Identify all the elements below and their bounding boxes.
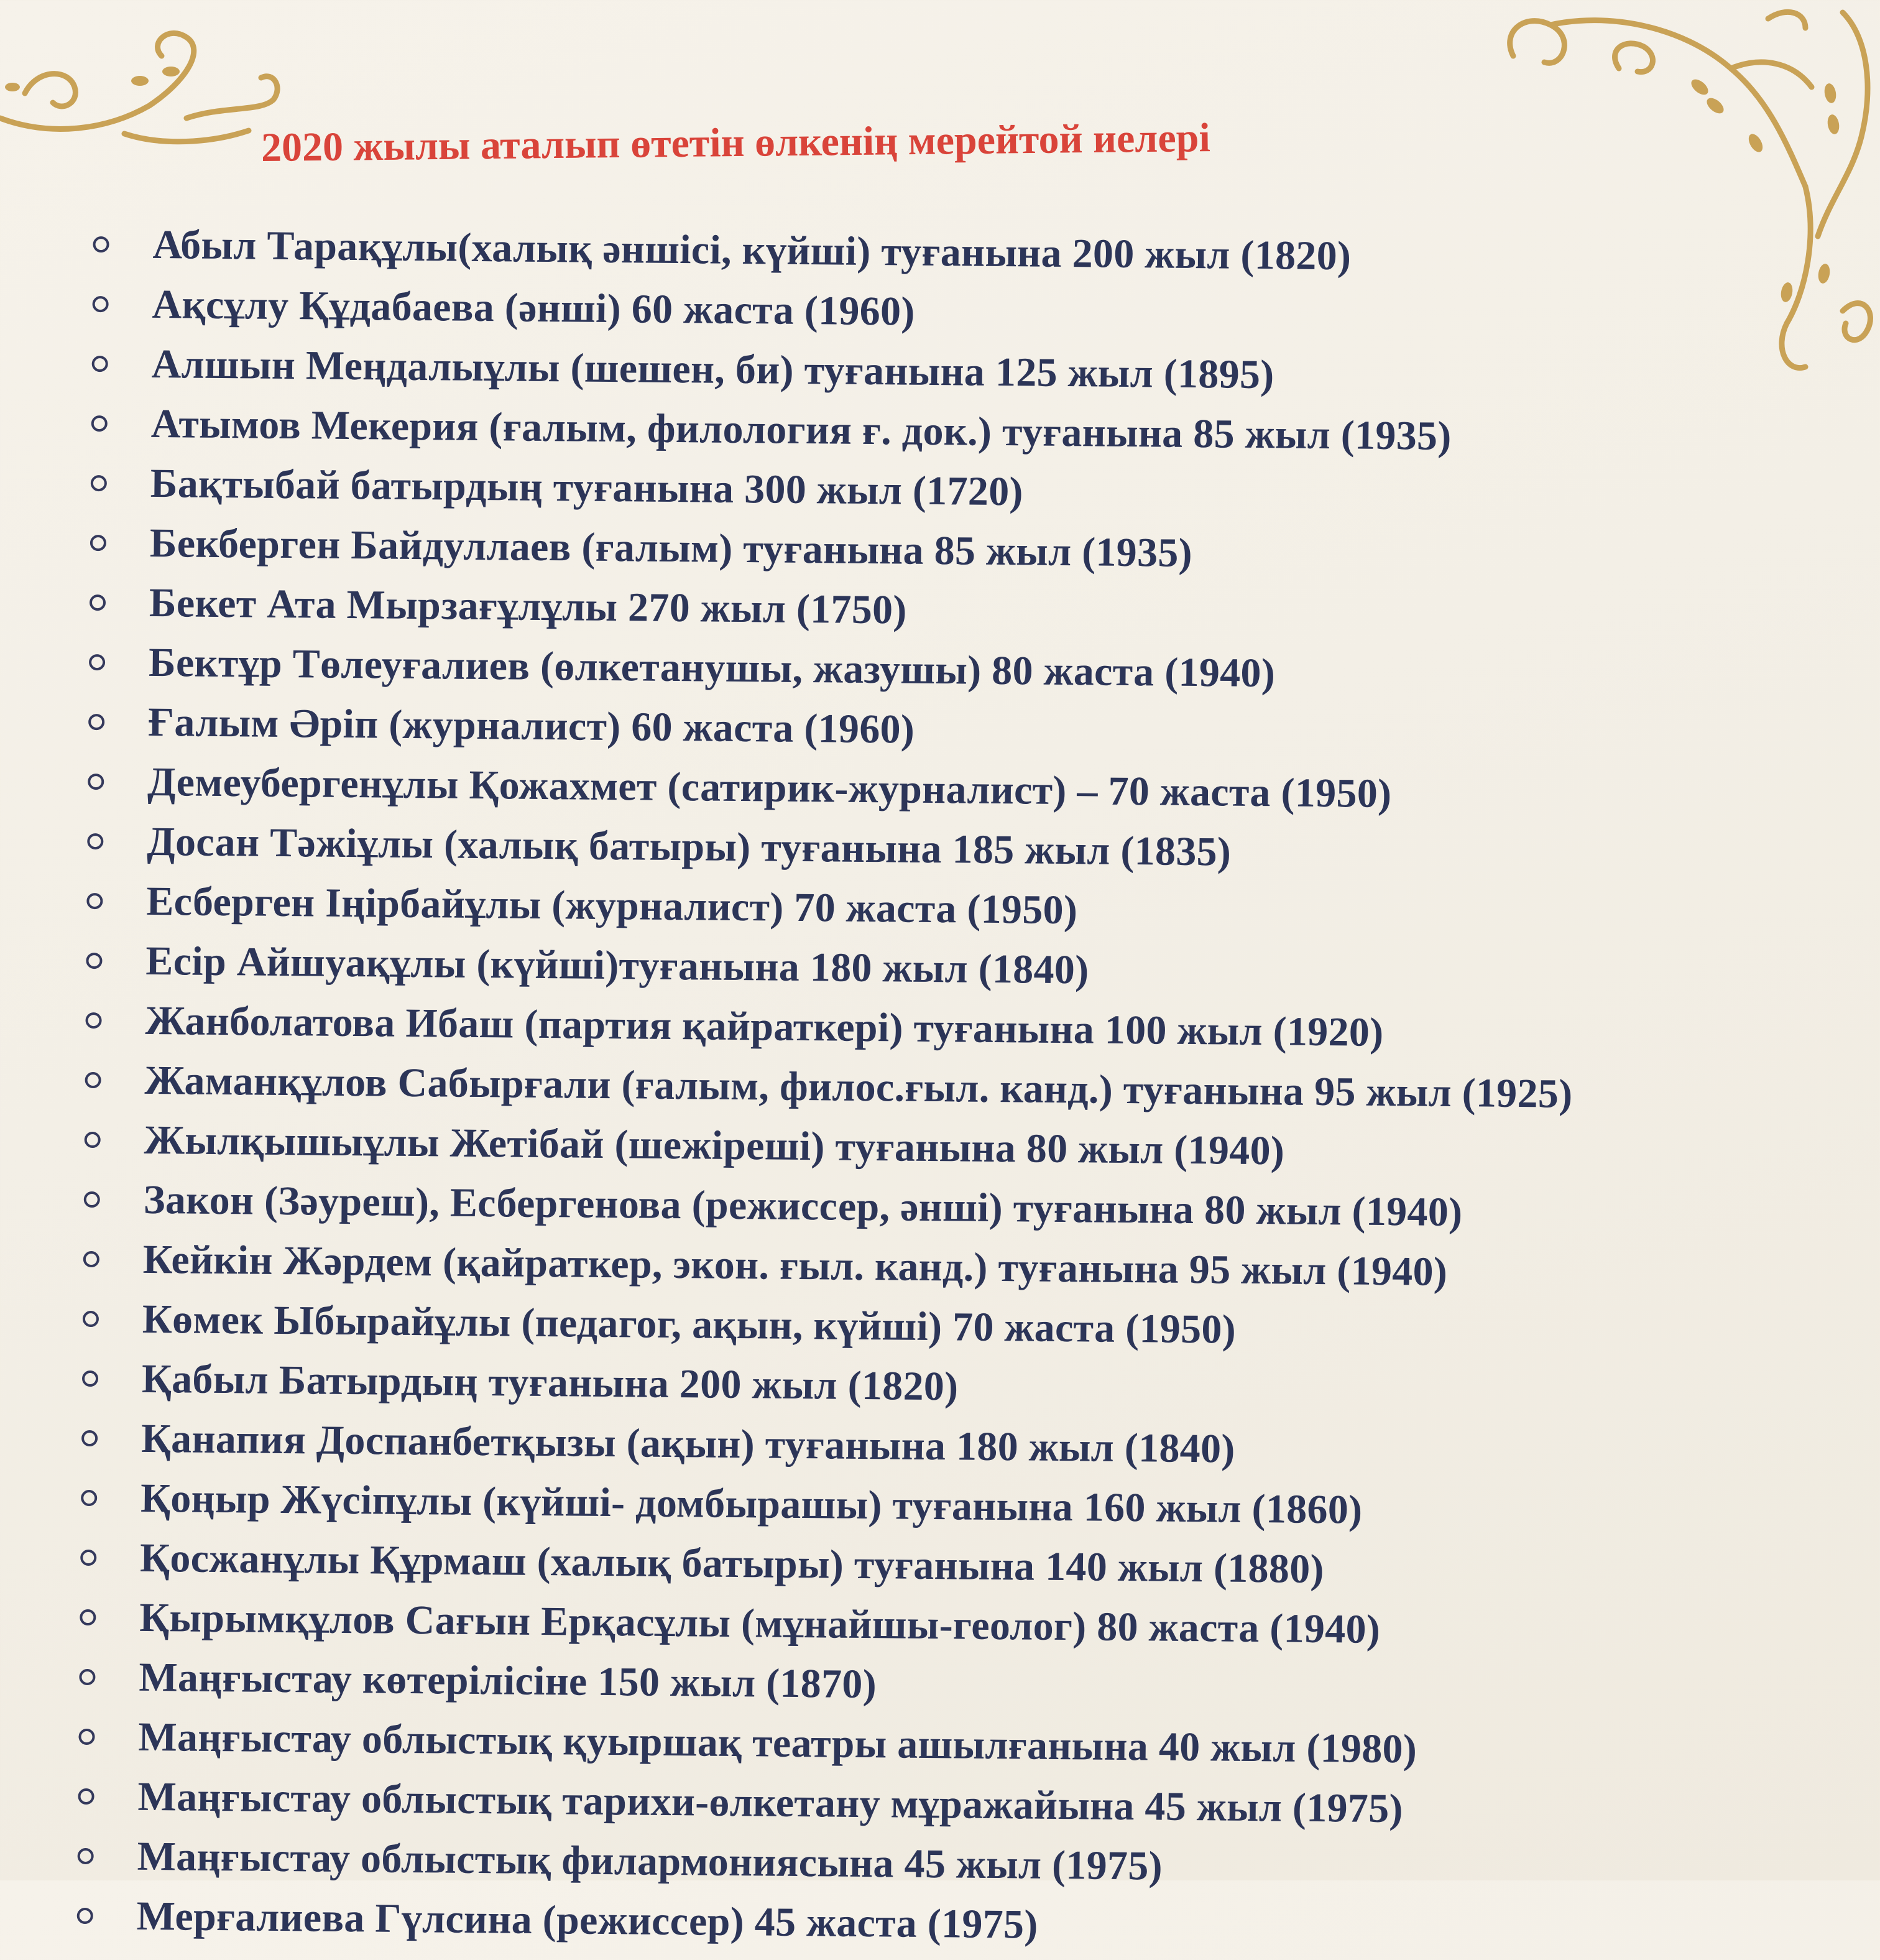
list-item-text: Атымов Мекерия (ғалым, филология ғ. док.) туғанына 85 жыл (1935)	[150, 400, 1452, 459]
list-item-text: Қосжанұлы Құрмаш (халық батыры) туғанына 140 жыл (1880)	[139, 1535, 1325, 1592]
circle-bullet-icon	[78, 1848, 94, 1864]
circle-bullet-icon	[87, 833, 103, 849]
circle-bullet-icon	[77, 1908, 93, 1924]
list-item-text: Бақтыбай батырдың туғанына 300 жыл (1720)	[150, 460, 1024, 515]
list-item-text: Маңғыстау облыстық тарихи-өлкетану мұражайына 45 жыл (1975)	[137, 1773, 1404, 1832]
circle-bullet-icon	[84, 1191, 100, 1208]
list-item-text: Бекет Ата Мырзағұлұлы 270 жыл (1750)	[149, 580, 908, 633]
circle-bullet-icon	[88, 714, 104, 730]
list-item-text: Досан Тәжіұлы (халық батыры) туғанына 185 жыл (1835)	[146, 818, 1232, 875]
circle-bullet-icon	[86, 893, 103, 909]
circle-bullet-icon	[93, 236, 109, 252]
list-item-text: Маңғыстау облыстық филармониясына 45 жыл (1975)	[137, 1833, 1163, 1889]
corner-ornament-left	[0, 12, 292, 155]
circle-bullet-icon	[81, 1430, 98, 1446]
circle-bullet-icon	[92, 356, 108, 372]
circle-bullet-icon	[78, 1729, 94, 1745]
list-item-text: Маңғыстау облыстық қуыршақ театры ашылғанына 40 жыл (1980)	[138, 1714, 1417, 1772]
list-item-text: Абыл Тарақұлы(халық әншісі, күйші) туғанына 200 жыл (1820)	[152, 221, 1352, 279]
list-item-text: Қабыл Батырдың туғанына 200 жыл (1820)	[141, 1356, 959, 1410]
list-item-text: Маңғыстау көтерілісіне 150 жыл (1870)	[139, 1654, 877, 1708]
circle-bullet-icon	[90, 594, 106, 611]
list-item-text: Қоңыр Жүсіпұлы (күйші- домбырашы) туғанына 160 жыл (1860)	[140, 1475, 1363, 1533]
circle-bullet-icon	[85, 1072, 101, 1088]
circle-bullet-icon	[83, 1251, 99, 1267]
circle-bullet-icon	[78, 1788, 94, 1805]
list-item-text: Алшын Меңдалыұлы (шешен, би) туғанына 125 жыл (1895)	[151, 341, 1274, 398]
list-item-text: Қырымқұлов Сағын Ерқасұлы (мұнайшы-геолог) 80 жаста (1940)	[139, 1594, 1381, 1652]
document-title: 2020 жылы аталып өтетін өлкенің мерейтой иелері	[260, 115, 1211, 170]
circle-bullet-icon	[85, 1012, 101, 1029]
circle-bullet-icon	[82, 1371, 98, 1387]
list-item-text: Закон (Зәуреш), Есбергенова (режиссер, әнші) туғанына 80 жыл (1940)	[143, 1176, 1463, 1236]
circle-bullet-icon	[80, 1609, 96, 1625]
list-item-text: Бекберген Байдуллаев (ғалым) туғанына 85 жыл (1935)	[149, 520, 1193, 576]
circle-bullet-icon	[89, 654, 105, 670]
list-item-text: Көмек Ыбырайұлы (педагог, ақын, күйші) 70 жаста (1950)	[142, 1296, 1237, 1352]
list-item-text: Есір Айшуақұлы (күйші)туғанына 180 жыл (1840)	[145, 938, 1089, 993]
circle-bullet-icon	[79, 1669, 95, 1685]
list-item-text: Қанапия Доспанбетқызы (ақын) туғанына 180 жыл (1840)	[141, 1415, 1235, 1472]
circle-bullet-icon	[90, 535, 106, 551]
circle-bullet-icon	[81, 1490, 97, 1506]
list-item-text: Демеубергенұлы Қожахмет (сатирик-журналист) – 70 жаста (1950)	[147, 759, 1392, 817]
list-item-text: Есберген Іңірбайұлы (журналист) 70 жаста (1950)	[146, 878, 1078, 933]
anniversary-list	[76, 215, 1581, 1960]
list-item-text: Жаманқұлов Сабырғали (ғалым, филос.ғыл. канд.) туғанына 95 жыл (1925)	[144, 1057, 1573, 1117]
list-item-text: Кейкін Жәрдем (қайраткер, экон. ғыл. канд.) туғанына 95 жыл (1940)	[142, 1236, 1448, 1295]
circle-bullet-icon	[92, 296, 108, 312]
circle-bullet-icon	[91, 475, 107, 491]
list-item-text: Ақсұлу Құдабаева (әнші) 60 жаста (1960)	[152, 281, 915, 335]
circle-bullet-icon	[85, 1132, 101, 1148]
list-item-text: Жылқышыұлы Жетібай (шежіреші) туғанына 80 жыл (1940)	[144, 1117, 1285, 1174]
circle-bullet-icon	[88, 774, 104, 790]
list-item-text: Жанболатова Ибаш (партия қайраткері) туғанына 100 жыл (1920)	[145, 997, 1384, 1055]
circle-bullet-icon	[86, 953, 102, 969]
circle-bullet-icon	[83, 1311, 99, 1327]
list-item-text: Ғалым Әріп (журналист) 60 жаста (1960)	[147, 699, 915, 752]
circle-bullet-icon	[91, 415, 108, 432]
list-item-text: Бектұр Төлеуғалиев (өлкетанушы, жазушы) 80 жаста (1940)	[148, 639, 1276, 696]
circle-bullet-icon	[80, 1550, 96, 1566]
list-item-text: Мерғалиева Гүлсина (режиссер) 45 жаста (1975)	[136, 1893, 1038, 1948]
